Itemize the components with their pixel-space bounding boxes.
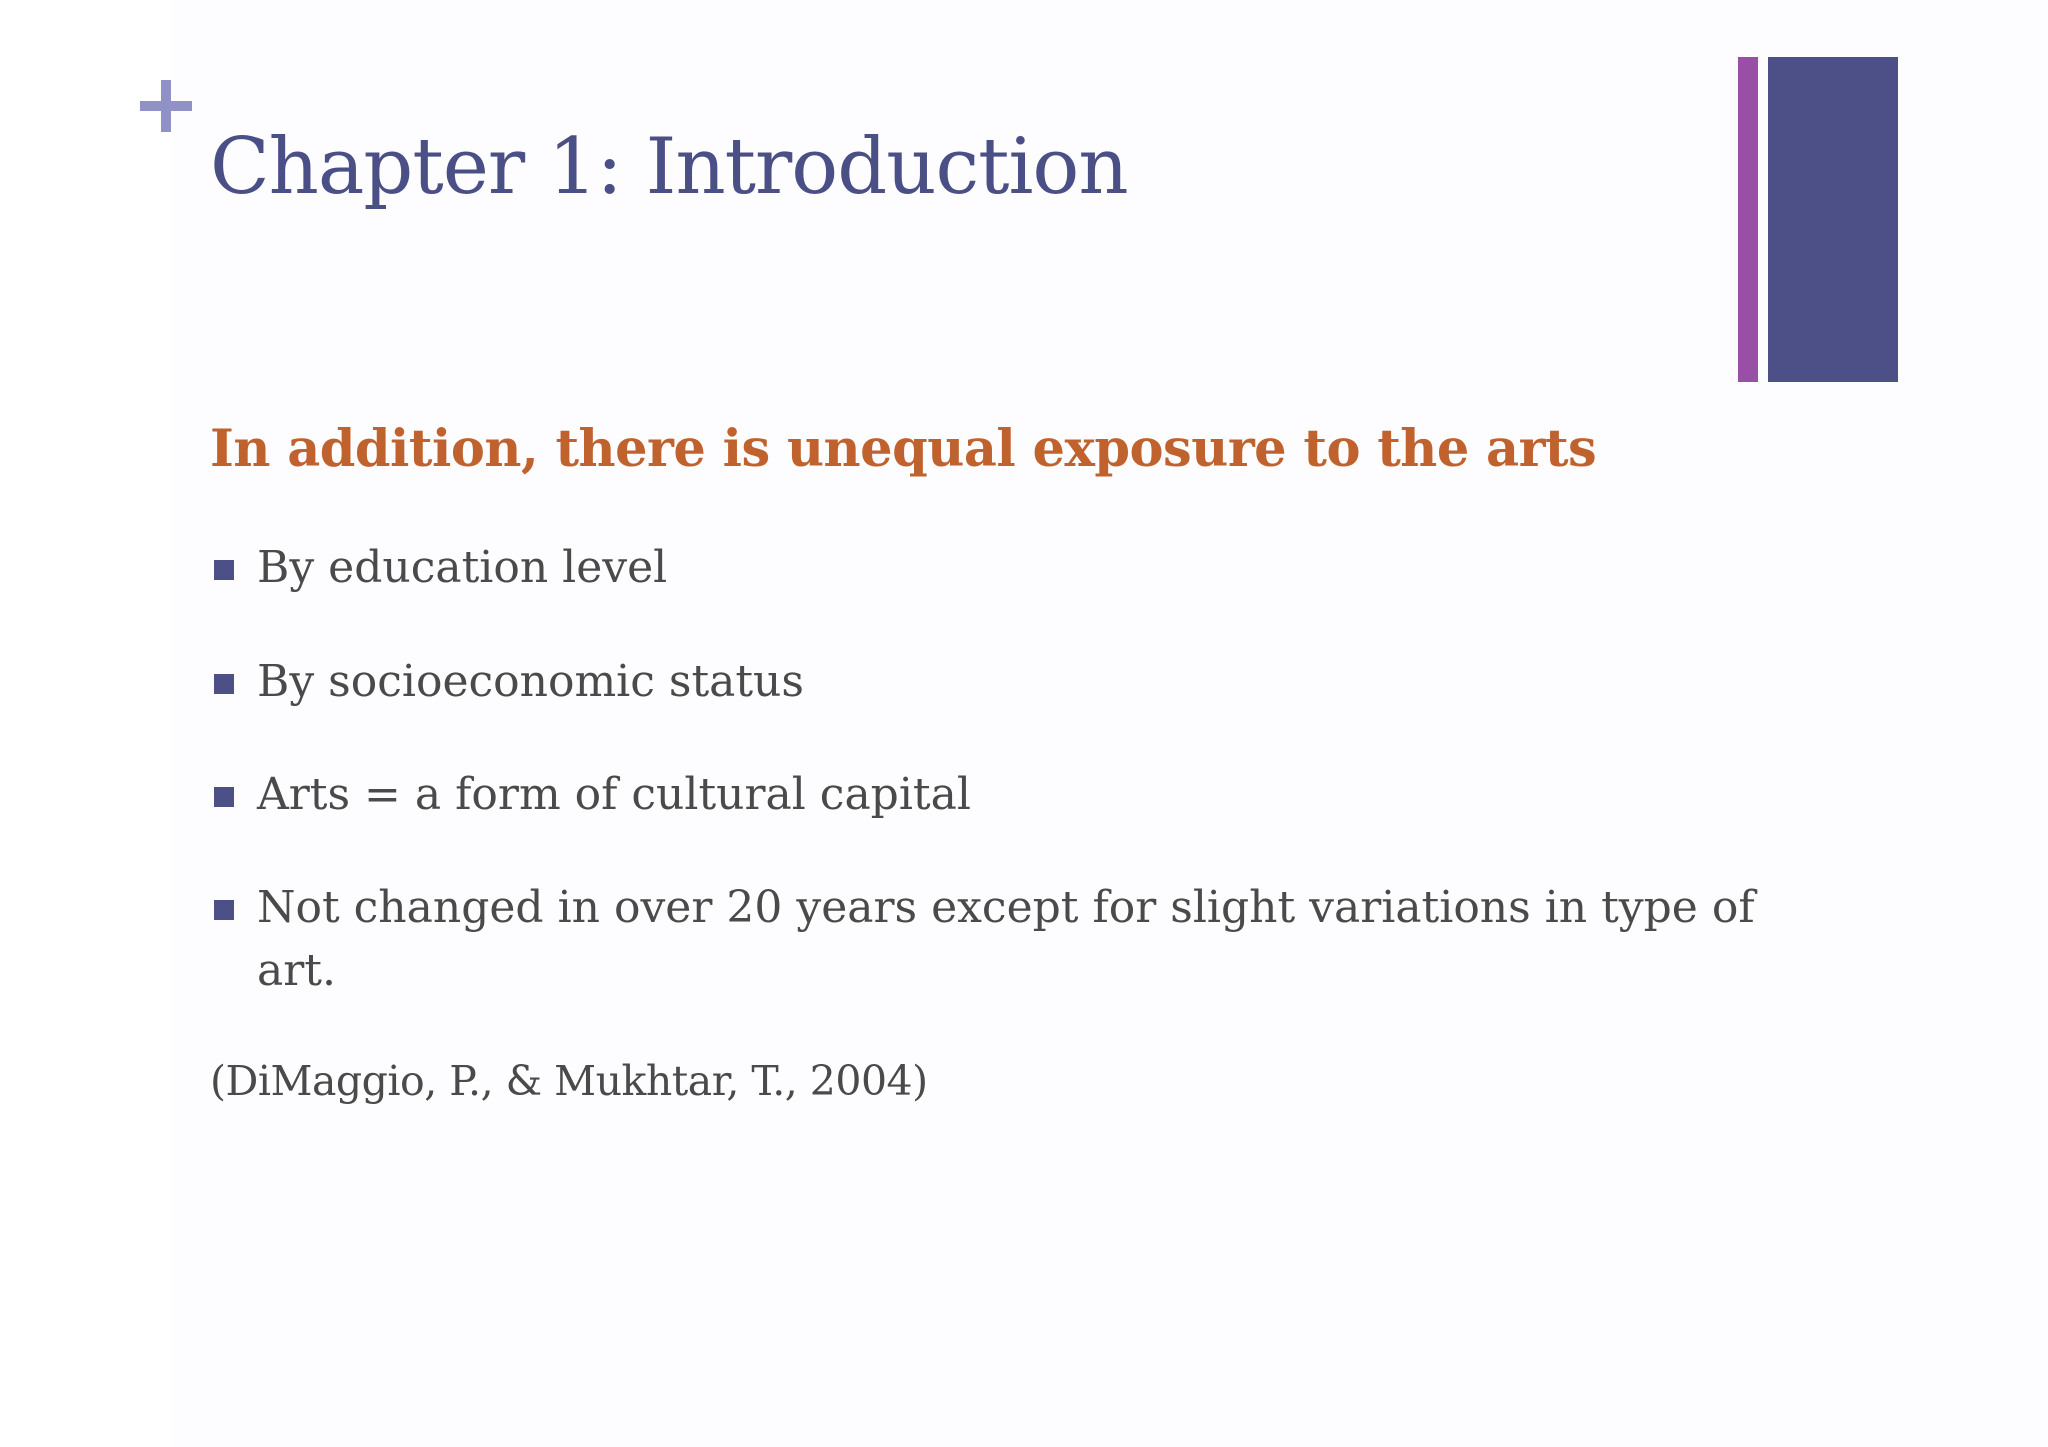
- bullet-text: By socioeconomic status: [257, 656, 804, 707]
- bullet-text: Not changed in over 20 years except for slight variations in type of art.: [257, 882, 1755, 996]
- square-bullet-icon: [214, 787, 234, 807]
- bullet-text: Arts = a form of cultural capital: [257, 769, 971, 820]
- bullet-item: [210, 650, 1790, 713]
- slide-title: Chapter 1: Introduction: [210, 122, 1128, 212]
- bullet-item: [210, 876, 1790, 1002]
- square-bullet-icon: [214, 674, 234, 694]
- accent-bar-thick: [1768, 57, 1898, 382]
- bullet-item: [210, 536, 1790, 599]
- citation: (DiMaggio, P., & Mukhtar, T., 2004): [210, 1057, 928, 1105]
- accent-bar-thin: [1738, 57, 1758, 382]
- square-bullet-icon: [214, 900, 234, 920]
- bullet-item: [210, 763, 1790, 826]
- square-bullet-icon: [214, 560, 234, 580]
- bullet-text: By education level: [257, 542, 668, 593]
- slide-subtitle: In addition, there is unequal exposure to the arts: [210, 419, 1597, 479]
- plus-icon: [140, 80, 192, 132]
